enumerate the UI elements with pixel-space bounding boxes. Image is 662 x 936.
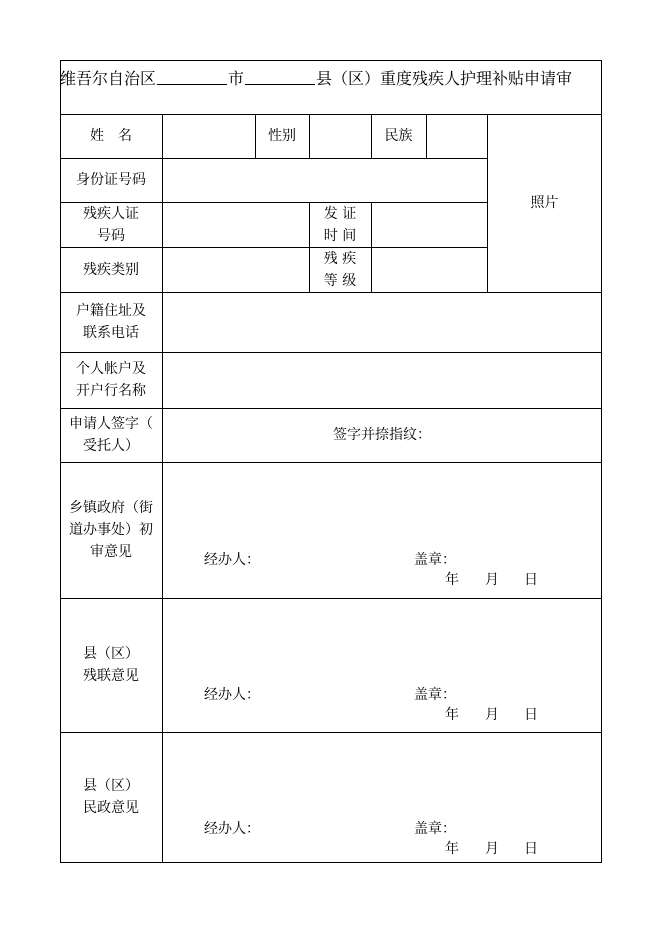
date-year: 年 (445, 841, 459, 857)
applicant-label-line1: 申请人签字（ (69, 416, 153, 432)
address-label-line2: 联系电话 (83, 325, 139, 341)
handler-label: 经办人： (204, 821, 260, 837)
gender-value[interactable] (309, 114, 371, 158)
issue-time-label-line2: 时 间 (323, 227, 357, 244)
name-value[interactable] (162, 114, 255, 158)
township-label-line2: 道办事处）初 (69, 522, 153, 538)
issue-time-label-line1: 发 证 (323, 205, 357, 222)
township-opinion-field[interactable] (162, 462, 602, 598)
federation-label-line1: 县（区） (83, 646, 139, 662)
date-year: 年 (445, 707, 459, 723)
seal-label: 盖章： (414, 552, 456, 568)
address-label-line1: 户籍住址及 (76, 303, 146, 319)
county-blank[interactable] (245, 64, 315, 85)
township-label-line3: 审意见 (90, 544, 132, 560)
applicant-signature-field[interactable] (162, 408, 602, 462)
address-value[interactable] (162, 292, 602, 352)
disability-type-label: 残疾类别 (83, 261, 139, 278)
civil-opinion-label (60, 732, 162, 862)
name-label: 姓 名 (90, 128, 132, 144)
city-blank[interactable] (157, 64, 227, 85)
id-number-value[interactable] (162, 158, 487, 202)
federation-label-line2: 残联意见 (83, 668, 139, 684)
disability-level-label (309, 247, 371, 292)
title-city: 市 (228, 69, 245, 88)
ethnicity-label: 民族 (384, 128, 413, 144)
civil-label-line1: 县（区） (83, 778, 139, 794)
disability-cert-value[interactable] (162, 202, 309, 247)
photo-label: 照片 (530, 195, 559, 211)
date-day: 日 (524, 572, 538, 588)
ethnicity-value[interactable] (426, 114, 487, 158)
seal-label: 盖章： (414, 687, 456, 703)
seal-label: 盖章： (414, 821, 456, 837)
date-month: 月 (485, 572, 499, 588)
application-form (60, 60, 602, 863)
account-label-line2: 开户行名称 (76, 383, 146, 399)
border-bottom (60, 862, 602, 863)
disability-level-label-line1: 残 疾 (323, 250, 357, 267)
account-label (60, 352, 162, 408)
federation-opinion-field[interactable] (162, 598, 602, 732)
photo-box[interactable] (487, 114, 602, 292)
disability-level-value[interactable] (371, 247, 487, 292)
disability-cert-label-line2: 号码 (97, 227, 125, 244)
border-top (60, 60, 602, 61)
address-label (60, 292, 162, 352)
township-opinion-label (60, 462, 162, 598)
account-value[interactable] (162, 352, 602, 408)
date-year: 年 (445, 572, 459, 588)
township-label-line1: 乡镇政府（街 (69, 500, 153, 516)
handler-label: 经办人： (204, 552, 260, 568)
id-number-label: 身份证号码 (76, 172, 146, 188)
title-county: 县（区）重度残疾人护理补贴申请审 (316, 69, 573, 88)
civil-opinion-field[interactable] (162, 732, 602, 862)
gender-label: 性别 (268, 128, 296, 144)
disability-level-label-line2: 等 级 (323, 272, 357, 289)
date-day: 日 (524, 841, 538, 857)
form-title (60, 64, 602, 94)
civil-label-line2: 民政意见 (83, 800, 139, 816)
issue-time-value[interactable] (371, 202, 487, 247)
date-month: 月 (485, 841, 499, 857)
disability-cert-label (60, 202, 162, 247)
disability-type-value[interactable] (162, 247, 309, 292)
applicant-label-line2: 受托人） (83, 438, 139, 454)
federation-opinion-label (60, 598, 162, 732)
date-month: 月 (485, 707, 499, 723)
date-day: 日 (524, 707, 538, 723)
disability-cert-label-line1: 残疾人证 (83, 205, 139, 222)
account-label-line1: 个人帐户及 (76, 361, 146, 377)
applicant-sign-label: 签字并捺指纹： (333, 427, 431, 443)
handler-label: 经办人： (204, 687, 260, 703)
applicant-label (60, 408, 162, 462)
issue-time-label (309, 202, 371, 247)
title-region: 维吾尔自治区 (60, 69, 157, 88)
